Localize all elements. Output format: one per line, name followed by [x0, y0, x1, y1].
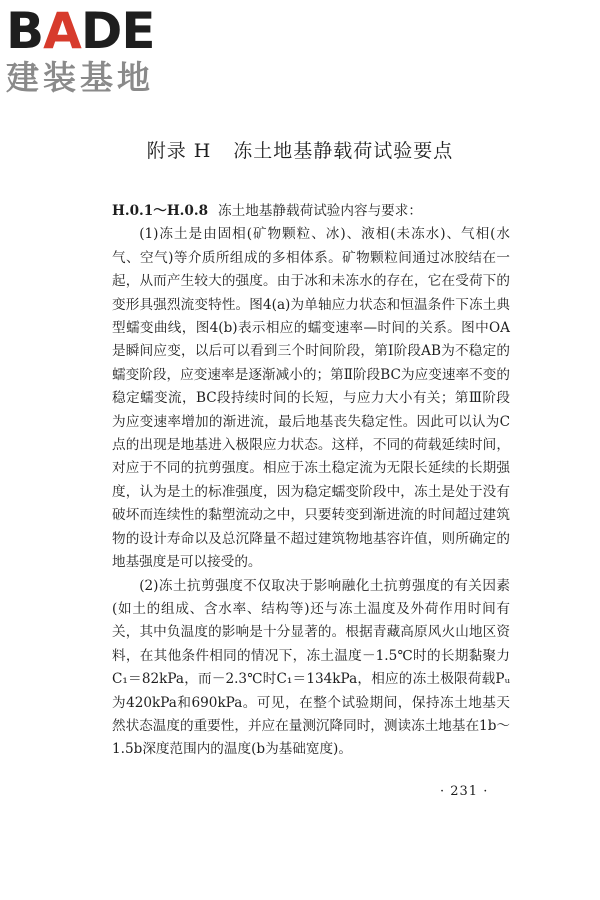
document-body — [112, 200, 510, 762]
section-heading — [112, 200, 510, 223]
logo-wordmark: BADE — [6, 2, 155, 60]
section-heading-text: 冻土地基静载荷试验内容与要求： — [218, 203, 422, 219]
title-text: 冻土地基静载荷试验要点 — [233, 140, 454, 162]
section-code: H.0.1～H.0.8 — [112, 203, 209, 219]
page-number: · 231 · — [440, 784, 489, 799]
logo-subtitle: 建装基地 — [6, 58, 154, 97]
logo — [6, 2, 176, 98]
appendix-label: 附录 H — [146, 140, 212, 162]
page-title — [0, 136, 600, 163]
paragraph-1: (1)冻土是由固相(矿物颗粒、冰)、液相(未冻水)、气相(水气、空气)等介质所组成的多相体系。矿物颗粒间通过冰胶结在一起，从而产生较大的强度。由于冰和未冻水的存在，它在受荷下的变形具强烈流变特性。图4(a)为单轴应力状态和恒温条件下冻土典型蠕变曲线，图4(b)表示相应的蠕变速率—时间的关系。图中OA是瞬间应变，以后可以看到三个时间阶段，第Ⅰ阶段AB为不稳定的蠕变阶段，应变速率是逐渐减小的；第Ⅱ阶段BC为应变速率不变的稳定蠕变流，BC段持续时间的长短，与应力大小有关；第Ⅲ阶段为应变速率增加的渐进流，最后地基丧失稳定性。因此可以认为C点的出现是地基进入极限应力状态。这样，不同的荷载延续时间，对应于不同的抗剪强度。相应于冻土稳定流为无限长延续的长期强度，认为是土的标准强度，因为稳定蠕变阶段中，冻土是处于没有破坏而连续性的黏塑流动之中，只要转变到渐进流的时间超过建筑物的设计寿命以及总沉降量不超过建筑物地基容许值，则所确定的地基强度是可以接受的。 — [112, 226, 510, 571]
paragraph-2: (2)冻土抗剪强度不仅取决于影响融化土抗剪强度的有关因素(如土的组成、含水率、结构等)还与冻土温度及外荷作用时间有关，其中负温度的影响是十分显著的。根据青藏高原风火山地区资料，在其他条件相同的情况下，冻土温度－1.5℃时的长期黏聚力C₁＝82kPa，而－2.3℃时C₁＝134kPa，相应的冻土极限荷载Pᵤ为420kPa和690kPa。可见，在整个试验期间，保持冻土地基天然状态温度的重要性，并应在量测沉降同时，测读冻土地基在1b～1.5b深度范围内的温度(b为基础宽度)。 — [112, 577, 510, 758]
